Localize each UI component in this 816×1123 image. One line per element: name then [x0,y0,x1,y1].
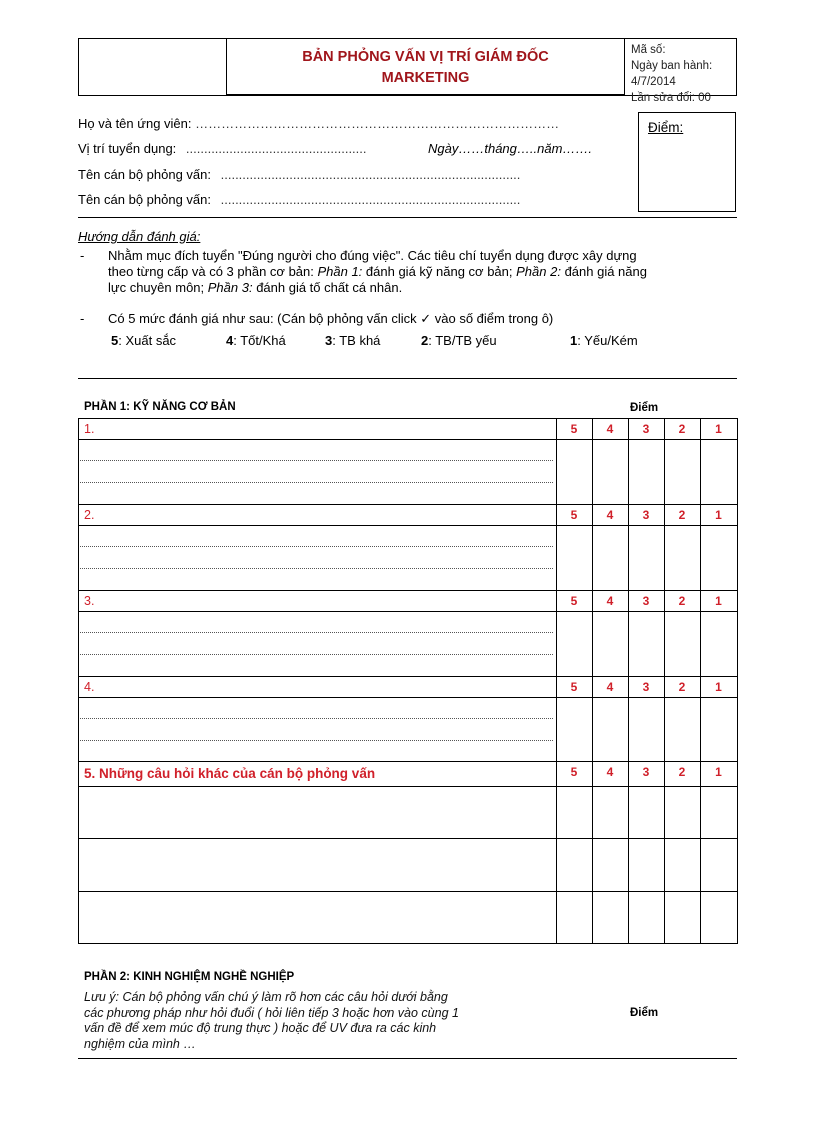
position-label: Vị trí tuyển dụng: [78,141,177,156]
q5-row-divider [78,838,737,839]
revision: Lần sửa đổi: 00 [631,92,711,104]
score-column-divider [628,418,629,943]
answer-line[interactable] [80,740,553,741]
table-right-border [737,418,738,944]
score-option-1[interactable]: 1 [715,594,722,608]
answer-line[interactable] [80,546,553,547]
score-option-2[interactable]: 2 [678,508,686,522]
guide-heading: Hướng dẫn đánh giá: [78,229,201,244]
interviewer2-label: Tên cán bộ phỏng vấn: [78,192,211,207]
part2-note-line-4: nghiệm của mình … [84,1036,196,1051]
total-score-label: Điểm: [648,120,684,135]
guide-bullet-1-line-b: theo từng cấp và có 3 phần cơ bản: Phần 1: đánh giá kỹ năng cơ bản; Phần 2: đánh giá năng [108,264,647,279]
score-option-4[interactable]: 4 [606,422,614,436]
score-option-2[interactable]: 2 [678,422,686,436]
question-separator [78,590,737,591]
question-label: 4. [84,680,95,694]
score-option-5[interactable]: 5 [570,508,578,522]
part2-note-line-3: vấn đề để xem múc độ trung thực ) hoặc để UV đưa ra các kinh [84,1021,437,1035]
part2-note-line-2: các phương pháp như hỏi đuổi ( hỏi liên tiếp 3 hoặc hơn vào cùng 1 [84,1005,459,1020]
answer-line[interactable] [80,632,553,633]
interviewer2-field[interactable]: ................................................................................... [220,192,521,207]
divider-3 [78,1058,737,1059]
score-option-5[interactable]: 5 [570,422,578,436]
document-code: Mã số: [631,44,666,56]
score-option-2[interactable]: 2 [678,680,686,694]
table-bottom-border [78,943,737,944]
score-option-3[interactable]: 3 [642,508,650,522]
other-questions-label: 5. Những câu hỏi khác của cán bộ phỏng vấn [84,766,376,781]
score-column-divider [664,418,665,943]
guide-bullet-1-line-c: lực chuyên môn; Phần 3: đánh giá tố chất cá nhân. [108,280,403,295]
part2-note [84,990,554,1052]
position-field[interactable]: .................................................. [185,141,367,156]
issue-date: Ngày ban hành: 4/7/2014 [631,60,713,88]
bullet-dash-2: - [80,311,85,326]
title-line-2: MARKETING [381,70,470,86]
answer-line[interactable] [80,482,553,483]
q5-header-bottom [78,786,737,787]
question-separator [78,504,737,505]
question-label: 1. [84,422,95,436]
score-option-2[interactable]: 2 [678,594,686,608]
score-option-3[interactable]: 3 [642,422,650,436]
score-option-5[interactable]: 5 [570,680,578,694]
question-header-bottom [78,697,737,698]
level-3: 3: TB khá [325,333,381,348]
candidate-name-field[interactable]: ………………………………………………………………………… [195,116,560,131]
part1-title: PHẦN 1: KỸ NĂNG CƠ BẢN [84,401,236,413]
score-option-3[interactable]: 3 [642,680,650,694]
table-top-border [78,418,737,419]
question-header-bottom [78,525,737,526]
part2-note-line-1: Lưu ý: Cán bộ phỏng vấn chú ý làm rõ hơn các câu hỏi dưới bằng [84,990,448,1004]
score-column-divider [592,418,593,943]
score-option-3[interactable]: 3 [642,765,650,779]
question-separator [78,676,737,677]
question-header-bottom [78,439,737,440]
score-option-1[interactable]: 1 [715,422,722,436]
answer-line[interactable] [80,568,553,569]
candidate-name-label: Họ và tên ứng viên: [78,116,192,131]
q5-top-border [78,761,737,762]
part2-title: PHẦN 2: KINH NGHIỆM NGHỀ NGHIỆP [84,971,295,983]
table-left-border [78,418,79,943]
score-option-5[interactable]: 5 [570,594,578,608]
bullet-dash-1: - [80,248,85,263]
level-2: 2: TB/TB yếu [421,333,497,348]
part1-score-label: Điểm [630,402,659,414]
answer-line[interactable] [80,718,553,719]
score-column-divider [556,418,557,943]
level-5: 5: Xuất sắc [111,333,177,348]
score-option-4[interactable]: 4 [606,765,614,779]
guide-bullet-2: Có 5 mức đánh giá như sau: (Cán bộ phỏng vấn click ✓ vào số điểm trong ô) [108,311,554,326]
date-field[interactable]: Ngày……tháng…..năm……. [428,141,593,156]
score-option-3[interactable]: 3 [642,594,650,608]
answer-line[interactable] [80,654,553,655]
interviewer1-field[interactable]: ................................................................................... [220,167,521,182]
part2-score-label: Điểm [630,1007,659,1019]
question-label: 3. [84,594,95,608]
score-option-1[interactable]: 1 [715,765,722,779]
level-1: 1: Yếu/Kém [570,333,638,348]
title-line-1: BẢN PHỎNG VẤN VỊ TRÍ GIÁM ĐỐC [302,49,549,65]
score-option-4[interactable]: 4 [606,508,614,522]
q5-row-divider [78,891,737,892]
interviewer1-label: Tên cán bộ phỏng vấn: [78,167,211,182]
score-option-4[interactable]: 4 [606,594,614,608]
score-option-4[interactable]: 4 [606,680,614,694]
level-4: 4: Tốt/Khá [226,333,286,348]
score-option-1[interactable]: 1 [715,680,722,694]
guide-bullet-1-line-a: Nhằm mục đích tuyển "Đúng người cho đúng việc". Các tiêu chí tuyển dụng được xây dựng [108,248,637,263]
score-column-divider [700,418,701,943]
score-option-2[interactable]: 2 [678,765,686,779]
score-option-1[interactable]: 1 [715,508,722,522]
score-option-5[interactable]: 5 [570,765,578,779]
question-header-bottom [78,611,737,612]
answer-line[interactable] [80,460,553,461]
question-label: 2. [84,508,95,522]
